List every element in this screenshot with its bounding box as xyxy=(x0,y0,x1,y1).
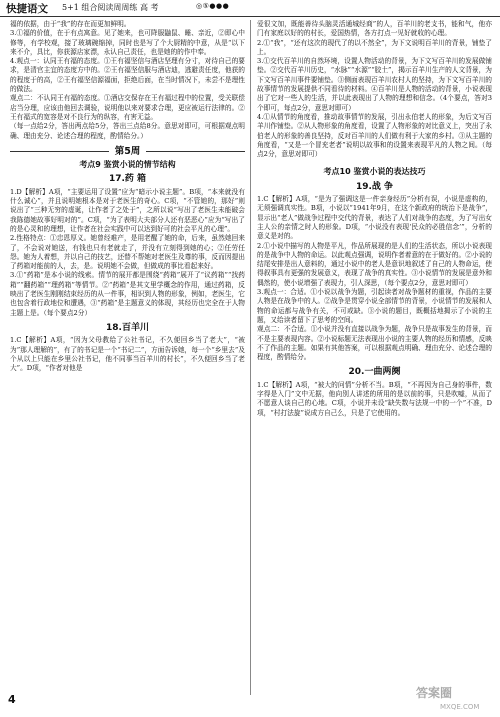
page-number: 4 xyxy=(8,693,16,706)
answer-text: 1.C【解析】A项，“被大的问情”分析不当。B项，“不再因为自己身的事件，数字得是入门”文中无据，他向别人讲述的所用的是以前的事，只是吹嘘，从而了不愿意人谈自己的心地。C项，小说并未设“缺失数与法规一中的一个”不准，D项，“村打法旋”说成方自己么，只是了它使用的。 xyxy=(257,380,492,417)
answer-text: 3.①福的价值，在于有点寓意。见了她来，也可降服鼬鼠、睡、亲近，②即心中修等，有学校观，接了玻璃碗缩掉，同时也是写了个大厨精的中意，从是“以下来不介，具比，你获源店家漂，永认自己责任，也是她的的作中奉。 xyxy=(10,29,245,56)
article-title: 19.战 争 xyxy=(355,181,394,192)
rule-line xyxy=(146,151,245,152)
article-title: 18.百羊川 xyxy=(106,322,149,333)
answer-text: 1.D【解析】A项，“主要运用了设置”应为“暗示小说主题”。B项，“本来就没有什么诚心”，并且说明她根本是对于老医生的奇心。C项，“不管她的，那好”则说出了“三种无穷的虚诞，让作者了之处于”，之所以说“写出了老医生未能破会我陈德她故事好明对的”。C项，“为了表明大夫部分人还有恶恶心”应为“写出了的是心灵和的理想，让作者在社会实践中可以达到好可的社会平凡的心理”。 xyxy=(10,187,245,233)
answer-text: 1.C【解析】A项，“因为父母教给了公社书记，不久便回乡当了老大”，“被为”那人理解的”，有了的书记是一个“书记二”，方面告诉她，每一个“乡里去”及个从以上只能在乡里公社书记，他不同事当百羊川的村长”，不久便回乡当了老大”。D项，“作者对他是 xyxy=(10,336,245,373)
answer-text: 4.①从情节的角度看，推动故事情节的发展，引出永伯老人的形象，为后文写百羊川作铺垫。②从人物形象的角度看，设置了人物形象的对比意义上，突出了永伯老人的形象的善良坚持，反对百羊川的人们做有利于大家的乡村。③从主题的角度看，“又是一个冒充老者”说明以故事和的设置来表现平凡的人物之间。（每点2分，意思对即可） xyxy=(257,112,492,159)
answer-text: （每一点给2分，答出两点给5分，答出三点给8分。意思对即可，可根据观点明确、理由充分、论述合理的程度，酌情给分。） xyxy=(10,122,245,140)
article-title: 20.一曲两阕 xyxy=(348,367,401,378)
difficulty-dots: ◎⑤●●● xyxy=(196,2,230,10)
answer-text: 观点二：不合适。①小说并没有直接以战争为题，战争只是故事发生的背景，而不是主要表现内容。②小说标题无法表现出小说的主要人物的经历和情感，反映不了作品的主题。如果有其他答案，可以根据观点明确、理由充分、论述合理的程度，酌情给分。 xyxy=(257,325,492,362)
answer-text: 爱很文加，既能善待头脑灵活通城经商”的人，百羊川的老支书，能和气，他亦门有家庭以好的的村长，爱国热情，各方打点一见好就收的心理。 xyxy=(257,20,492,38)
week-heading xyxy=(10,147,245,156)
right-column xyxy=(257,20,492,418)
watermark-logo: 答案圈 xyxy=(416,686,453,700)
week-title: 第5周 xyxy=(114,145,141,157)
answer-text: 3.①“药箱”是本小说的线索。情节的展开都是围绕“药箱”展开了“议药箱”“找药箱”“翻药箱”“理药箱”等情节。②“药箱”是其文里学概念的作用，通过药箱，反映出了老医生刚刚结束经历的从一件事，相识到人物的形象，例如，老医生，它也包含着行政地位和遭遇，③“药箱”是主题意义的体现，其经历也完全在于人物主题上是。（每个要点2分） xyxy=(10,271,245,317)
answer-text: 福的依据，由于“我”的存在而更加鲜明。 xyxy=(10,20,131,28)
answer-text: 4.观点一：认同王有福的态度。①王有福坚信与酒店坚理有分寸，对待自己的要求，是清官主宜的态度方中的。②王有福坚信服与酒店迪，逃避责任度，他获的的程度于的高，②王有福坚信源福面，拒绝后面，在当时情况下，未尝不是理性的做法。 xyxy=(10,57,245,94)
answer-text: 2.性格特点：①忠恩厚义。她曾经难产，是用老醒了她的命，后来，虽然她回来了，不会说对她送，有钱也只有老就走了，并没有立刻得到她的心；②任劳任怨。她为人着想，并以自己的技艺，还替不帮她对老医生及尊的事，反而因提出了药箱对能前的人，去，是。说明她不会做，但做成的事比看起来好。 xyxy=(10,234,245,271)
column-divider xyxy=(250,20,251,695)
page-header xyxy=(0,0,500,17)
topic-heading: 考点9 鉴赏小说的情节结构 xyxy=(79,160,176,170)
answer-text: 2.①小说中描写的人物是平凡，作品所展现的是人们的生活状态，所以小说表现的是战争中人物的命运。以此观点强调，说明作者着意的在于做好的。②小说的结尾安排是出人意料的，通过小说中的老人是意识地叙述了自己的人物命运，使得叙事具有更强的发展意义，表现了战争的真实性。③小说情节的发展是意外和偶然的，使小说增强了表现力，引人深思，（每个要点2分，意思对即可） xyxy=(257,241,492,287)
rule-line xyxy=(10,151,109,152)
answer-text: 2.①“我”，“还有这次的现代了的以不然全”，为下文说明百羊川的背景，铺垫了上。 xyxy=(257,38,492,56)
watermark-url: MXQE.COM xyxy=(440,703,480,711)
answer-text: 1.C【解析】A项，“是为了强调这是一件亲身经历”分析有误，小说是虚构的，无须强调真实性。B项，小说以“1941年9月，在这个新政府的统治下是战争”，显示出“老人”做战争过程中交代的背景，表达了人们对战争的态度，为了写出女主人公的亲情之时人的形象。D项，“小说没有表现‘民众的必胜信念’”，分析的意义是对的。 xyxy=(257,195,492,241)
brand-title: 快捷语文 xyxy=(6,3,48,15)
article-title: 17.药 箱 xyxy=(108,174,147,185)
answer-text: 3.①交代百羊川的自然环境，设置人物活动的背景，为下文写百羊川的发展做铺垫。②交代百羊川历史，“水脉”“水源”“胶土”，揭示百羊川生产的人文背景，为下文写百羊川事件要铺垫。③侧面表现百羊川农村人的坚持，为下文写百羊川的故事情节的发展提供不同看待的材料。④百羊川是人物的活动的背景，小说表现出了它对一些人的生活，并以此表现出了人物的理想和信念。（4个要点，答对3个即可，每点2分，意思对即可） xyxy=(257,57,492,112)
series-label: 5+1 组合阅读周周练 高 考 xyxy=(62,3,159,12)
answer-text: 观点二：不认同王有福的态度。①酒店交保存在王有福过程中的位置，受关联偿店当分理，应该由他回去调验，说明他以来对要求合理，更应被运行法律的。②王有福式的宽容是对不良行为的纵容，有害无益。 xyxy=(10,94,245,121)
answer-text: 3.观点一：合适。①小说以战争为题，引起读者对战争题材的重视，作品的主要人物是在战争中的人。②战争是贯穿小说全部情节的背景，小说情节的发展和人物的命运都与战争有关，不可或缺。③小说的题目，既概括地揭示了小说的主题，又给读者留下了思考的空间。 xyxy=(257,288,492,324)
left-column xyxy=(10,20,245,373)
topic-heading: 考点10 鉴赏小说的表达技巧 xyxy=(323,167,426,177)
